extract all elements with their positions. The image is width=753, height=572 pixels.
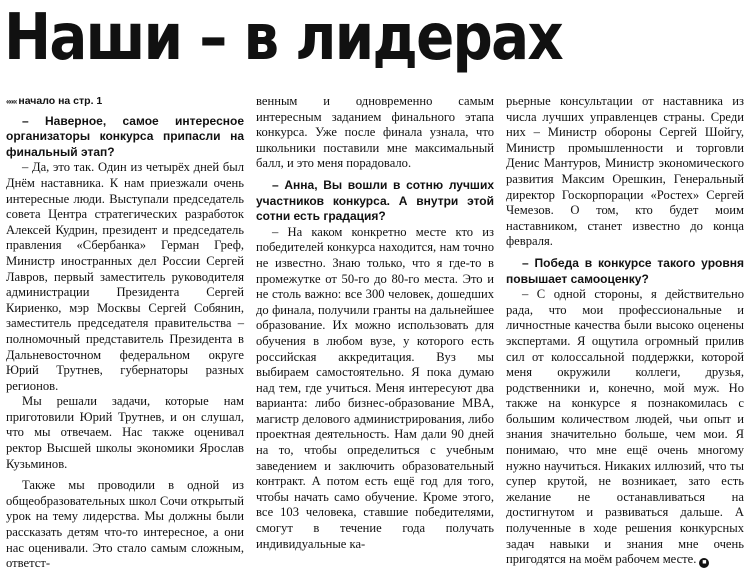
answer-paragraph: венным и одновременно самым интересным заданием финального этапа конкурса. Уже после финала узнала, что школьники поставили мне максимальный балл, и это меня порадовало. [256,94,494,171]
question-3: – Победа в конкурсе такого уровня повышает самооценку? [506,255,744,286]
answer-paragraph: – На каком конкретно месте кто из победителей конкурса находится, нам точно не известно. Знаю только, что я где-то в промежутке от 50-го до 80-го места. Это и не столь важно: все 300 человек, дошедших до финала, получили гранты на дальнейшее образование. Их можно использовать для обучения в любом вузе, у которого есть российская аккредитация. Вуз мы выбираем самостоятельно. Я пока думаю над тем, где учиться. Меня интересуют два варианта: либо бизнес-образование MBA, магистр делового администрирования, либо проектная деятельность. Нам дали 90 дней на то, чтобы определиться с учебным заведением и заключить образовательный контракт. А потом есть ещё год для того, чтобы начать само обучение. Кроме этого, все 103 человека, ставшие победителями, смогут в течение года получать индивидуальные ка- [256,224,494,551]
answer-paragraph: Мы решали задачи, которые нам приготовили Юрий Трутнев, и он слушал, что мы отвечаем. Нас также оценивал ректор Высшей школы экономики Ярослав Кузьминов. [6,394,244,471]
continued-label: начало на стр. 1 [18,95,103,107]
question-2: – Анна, Вы вошли в сотню лучших участников конкурса. А внутри этой сотни есть градация? [256,177,494,224]
continued-arrows-icon: ««« [6,97,17,106]
article-column-3 [506,94,744,568]
end-mark-icon: ■ [699,558,709,568]
article-column-1 [6,94,244,572]
headline: Наши – в лидерах [4,1,562,75]
answer-text: – С одной стороны, я действительно рада, что мои профессиональные и личностные качества были высоко оценены экспертами. Я ощутила огромный прилив сил от колоссальной поддержки, которой меня окружили коллеги, друзья, родственники и, конечно, мой муж. Но также на конкурсе я познакомилась с большим количеством людей, чьи опыт и знания значительно больше, чем мои. Я понимаю, что мне ещё очень многому нужно научиться. Никаких иллюзий, что ты супер крутой, не возникает, зато есть желание не останавливаться на достигнутом и развиваться дальше. А полученные в ходе решения конкурсных задач навыки и знания мне очень пригодятся на моём рабочем месте. [506,287,744,567]
question-1: – Наверное, самое интересное организаторы конкурса припасли на финальный этап? [6,113,244,159]
answer-paragraph: Также мы проводили в одной из общеобразовательных школ Сочи открытый урок на тему лидерства. Мы должны были рассказать детям что-то интересное, а они нас оценивали. Это стало самым сложным, ответст- [6,478,244,571]
answer-paragraph [506,287,744,568]
article-column-2 [256,94,494,552]
continued-from-ref [6,94,244,110]
answer-paragraph: рьерные консультации от наставника из числа лучших управленцев страны. Среди них – Министр обороны Сергей Шойгу, Министр промышленности и торговли Денис Мантуров, Министр экономического развития Максим Орешкин, Генеральный директор Госкорпорации «Ростех» Сергей Чемезов. О том, кто будет моим наставником, станет известно до конца февраля. [506,94,744,249]
answer-paragraph: – Да, это так. Один из четырёх дней был Днём наставника. К нам приезжали очень интересные люди. Выступали председатель совета Центра стратегических разработок Алексей Кудрин, президент и председатель правления «Сбербанка» Герман Греф, Министр иностранных дел России Сергей Лавров, первый заместитель руководителя администрации Президента Сергей Кириенко, мэр Москвы Сергей Собянин, заместитель председателя правительства – полномочный представитель Президента в Дальневосточном федеральном округе Юрий Трутнев, губернаторы разных регионов. [6,160,244,393]
